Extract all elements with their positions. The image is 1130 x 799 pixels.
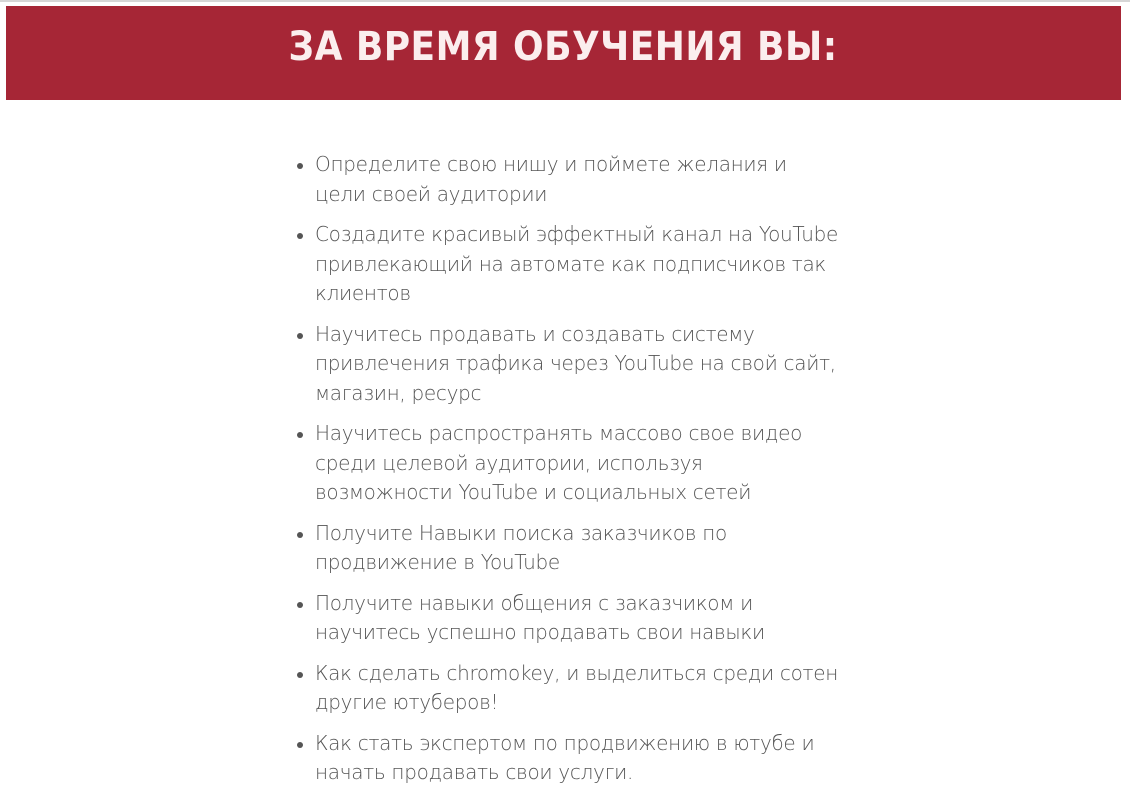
bullet-icon (297, 672, 303, 678)
list-item-text: Как стать экспертом по продвижению в ютубе и начать продавать свои услуги. (315, 730, 815, 784)
list-item (296, 659, 841, 718)
top-divider (0, 0, 1130, 2)
list-item (296, 220, 841, 309)
benefits-list (296, 150, 841, 799)
list-item (296, 419, 841, 508)
list-item-text: Создадите красивый эффектный канал на YouTube привлекающий на автомате как подписчиков так клиентов (315, 222, 839, 305)
list-item-text: Получите Навыки поиска заказчиков по продвижение в YouTube (315, 520, 727, 574)
list-item-text: Как сделать chromokey, и выделиться среди сотен другие ютуберов! (315, 660, 838, 714)
bullet-icon (297, 163, 303, 169)
bullet-icon (297, 742, 303, 748)
bullet-icon (297, 333, 303, 339)
bullet-icon (297, 602, 303, 608)
list-item (296, 320, 841, 409)
list-item (296, 150, 841, 209)
bullet-icon (297, 233, 303, 239)
list-item-text: Получите навыки общения с заказчиком и научитесь успешно продавать свои навыки (315, 590, 765, 644)
bullet-icon (297, 432, 303, 438)
list-item-text: Научитесь распространять массово свое видео среди целевой аудитории, используя возможности YouTube и социальных сетей (315, 421, 803, 504)
page-title: ЗА ВРЕМЯ ОБУЧЕНИЯ ВЫ: (288, 24, 839, 70)
list-item-text: Научитесь продавать и создавать систему привлечения трафика через YouTube на свой сайт, магазин, ресурс (315, 321, 836, 405)
list-item (296, 589, 841, 648)
list-item-text: Определите свою нишу и поймете желания и цели своей аудитории (315, 152, 787, 206)
bullet-icon (297, 532, 303, 538)
header-banner (6, 6, 1121, 100)
list-item (296, 729, 841, 788)
list-item (296, 519, 841, 578)
